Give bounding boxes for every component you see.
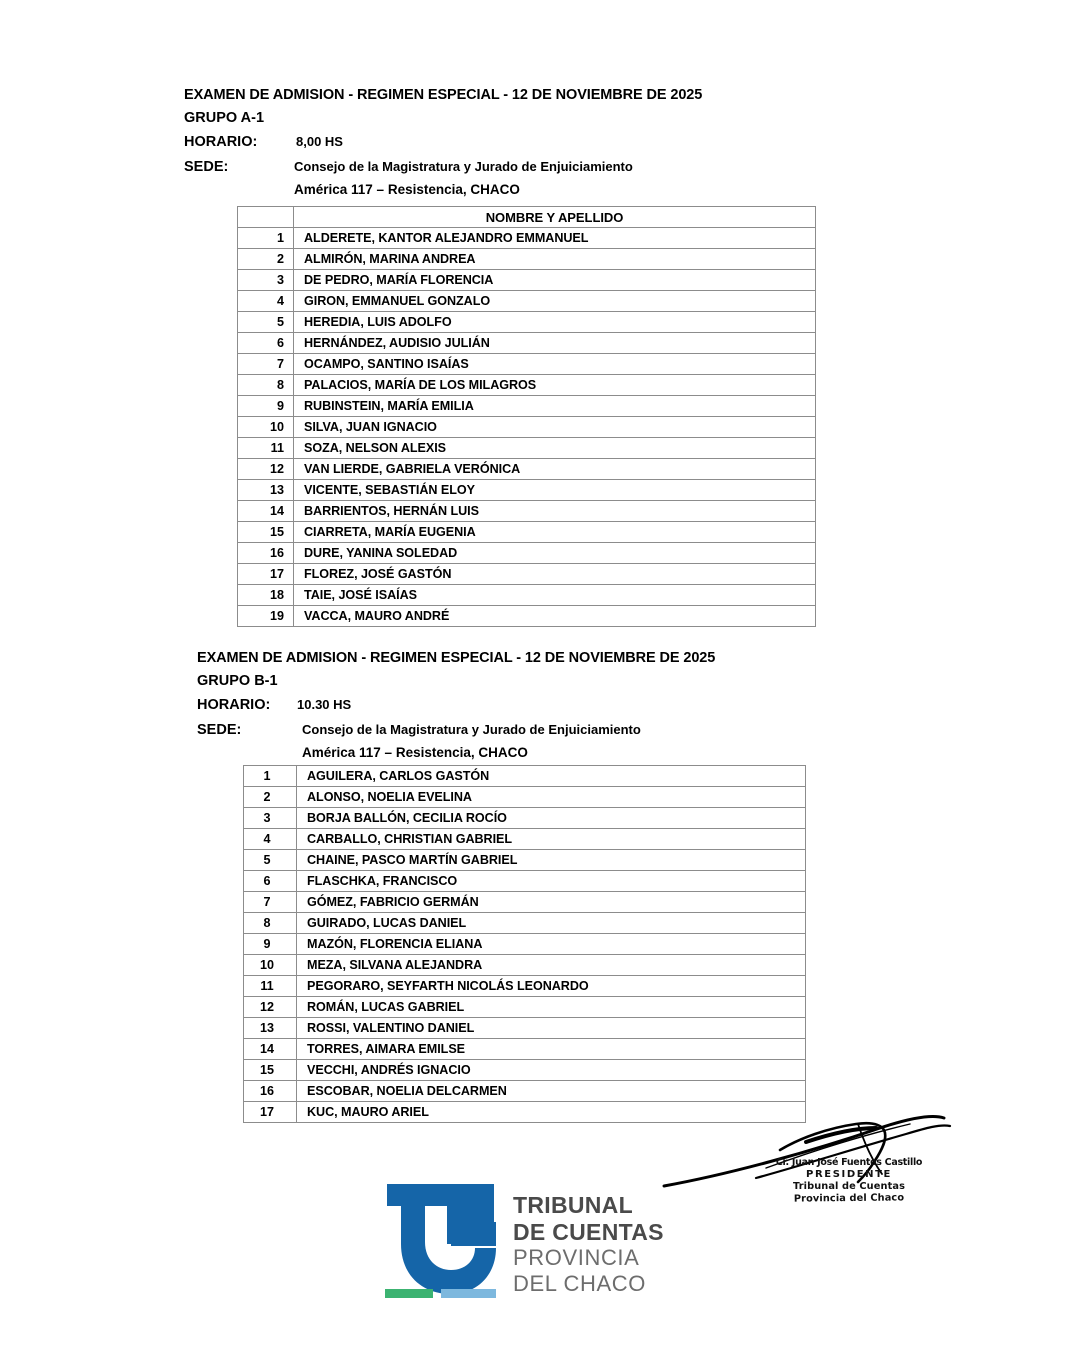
candidate-name: GÓMEZ, FABRICIO GERMÁN <box>297 892 806 913</box>
row-number: 6 <box>238 333 294 354</box>
column-header-number <box>238 207 294 228</box>
group-label: GRUPO B-1 <box>197 672 278 689</box>
roster-head <box>238 207 816 228</box>
official-stamp <box>764 1157 934 1204</box>
candidate-name: OCAMPO, SANTINO ISAÍAS <box>294 354 816 375</box>
table-row <box>238 606 816 627</box>
stamp-organization: Tribunal de Cuentas <box>792 1181 905 1192</box>
candidate-name: CHAINE, PASCO MARTÍN GABRIEL <box>297 850 806 871</box>
table-row <box>244 766 806 787</box>
candidate-name: ROSSI, VALENTINO DANIEL <box>297 1018 806 1039</box>
candidate-name: VACCA, MAURO ANDRÉ <box>294 606 816 627</box>
candidate-name: GIRON, EMMANUEL GONZALO <box>294 291 816 312</box>
table-row <box>244 997 806 1018</box>
signature-block <box>660 1112 960 1212</box>
table-row <box>238 270 816 291</box>
candidate-name: VAN LIERDE, GABRIELA VERÓNICA <box>294 459 816 480</box>
row-number: 8 <box>238 375 294 396</box>
table-row <box>238 354 816 375</box>
candidate-name: CIARRETA, MARÍA EUGENIA <box>294 522 816 543</box>
candidate-name: DE PEDRO, MARÍA FLORENCIA <box>294 270 816 291</box>
row-number: 13 <box>244 1018 297 1039</box>
candidate-name: FLASCHKA, FRANCISCO <box>297 871 806 892</box>
stamp-province: Provincia del Chaco <box>793 1192 905 1205</box>
roster-body-b1 <box>244 766 806 1123</box>
row-number: 1 <box>238 228 294 249</box>
row-number: 11 <box>238 438 294 459</box>
candidate-name: BARRIENTOS, HERNÁN LUIS <box>294 501 816 522</box>
table-row <box>238 480 816 501</box>
row-number: 10 <box>238 417 294 438</box>
table-row <box>238 249 816 270</box>
candidate-name: MAZÓN, FLORENCIA ELIANA <box>297 934 806 955</box>
candidate-name: ALONSO, NOELIA EVELINA <box>297 787 806 808</box>
horario-row <box>184 134 702 150</box>
table-row <box>238 543 816 564</box>
row-number: 2 <box>244 787 297 808</box>
row-number: 8 <box>244 913 297 934</box>
tribunal-logo <box>385 1182 664 1299</box>
candidate-name: FLOREZ, JOSÉ GASTÓN <box>294 564 816 585</box>
table-row <box>244 808 806 829</box>
sede-address: América 117 – Resistencia, CHACO <box>302 745 528 760</box>
candidate-name: MEZA, SILVANA ALEJANDRA <box>297 955 806 976</box>
table-row <box>244 871 806 892</box>
logo-line-3: PROVINCIA <box>513 1245 640 1271</box>
sede-row <box>184 159 702 175</box>
sede-row <box>197 722 715 738</box>
row-number: 11 <box>244 976 297 997</box>
table-row <box>244 913 806 934</box>
row-number: 2 <box>238 249 294 270</box>
table-row <box>244 892 806 913</box>
table-row <box>238 564 816 585</box>
horario-label: HORARIO: <box>197 697 271 713</box>
table-row <box>238 501 816 522</box>
sede-label: SEDE: <box>197 722 242 738</box>
logo-line-2: DE CUENTAS <box>513 1218 664 1245</box>
table-row <box>238 291 816 312</box>
row-number: 6 <box>244 871 297 892</box>
roster-table-group-a1 <box>237 206 816 627</box>
candidate-name: SILVA, JUAN IGNACIO <box>294 417 816 438</box>
candidate-name: TORRES, AIMARA EMILSE <box>297 1039 806 1060</box>
horario-row <box>197 697 715 713</box>
candidate-name: BORJA BALLÓN, CECILIA ROCÍO <box>297 808 806 829</box>
sede-value: Consejo de la Magistratura y Jurado de Enjuiciamiento <box>302 722 641 737</box>
candidate-name: AGUILERA, CARLOS GASTÓN <box>297 766 806 787</box>
candidate-name: HERNÁNDEZ, AUDISIO JULIÁN <box>294 333 816 354</box>
group-b1-heading <box>197 651 715 760</box>
horario-value: 10.30 HS <box>297 697 352 712</box>
logo-wordmark <box>513 1182 664 1296</box>
table-row <box>238 312 816 333</box>
candidate-name: PEGORARO, SEYFARTH NICOLÁS LEONARDO <box>297 976 806 997</box>
logo-line-4: DEL CHACO <box>513 1270 646 1296</box>
table-row <box>244 1018 806 1039</box>
row-number: 12 <box>244 997 297 1018</box>
candidate-name: ESCOBAR, NOELIA DELCARMEN <box>297 1081 806 1102</box>
table-row <box>244 1081 806 1102</box>
row-number: 9 <box>238 396 294 417</box>
sede-address: América 117 – Resistencia, CHACO <box>294 182 520 197</box>
logo-line-1: TRIBUNAL <box>513 1192 633 1218</box>
column-header-name: NOMBRE Y APELLIDO <box>294 207 816 228</box>
candidate-name: VICENTE, SEBASTIÁN ELOY <box>294 480 816 501</box>
row-number: 1 <box>244 766 297 787</box>
row-number: 4 <box>244 829 297 850</box>
candidate-name: SOZA, NELSON ALEXIS <box>294 438 816 459</box>
row-number: 4 <box>238 291 294 312</box>
sede-value: Consejo de la Magistratura y Jurado de Enjuiciamiento <box>294 159 633 174</box>
row-number: 12 <box>238 459 294 480</box>
candidate-name: ALMIRÓN, MARINA ANDREA <box>294 249 816 270</box>
group-a1-heading <box>184 88 702 197</box>
table-row <box>238 228 816 249</box>
stamp-name: Cr. Juan José Fuentes Castillo <box>775 1157 923 1168</box>
table-row <box>238 459 816 480</box>
table-row <box>238 438 816 459</box>
candidate-name: VECCHI, ANDRÉS IGNACIO <box>297 1060 806 1081</box>
roster-table-group-b1 <box>243 765 806 1123</box>
exam-title: EXAMEN DE ADMISION - REGIMEN ESPECIAL - 12 DE NOVIEMBRE DE 2025 <box>184 87 703 103</box>
table-row <box>238 522 816 543</box>
row-number: 17 <box>238 564 294 585</box>
candidate-name: PALACIOS, MARÍA DE LOS MILAGROS <box>294 375 816 396</box>
row-number: 9 <box>244 934 297 955</box>
stamp-role: PRESIDENTE <box>806 1169 892 1180</box>
candidate-name: KUC, MAURO ARIEL <box>297 1102 806 1123</box>
horario-value: 8,00 HS <box>296 134 343 149</box>
table-row <box>244 850 806 871</box>
tc-monogram-icon <box>385 1182 496 1299</box>
row-number: 16 <box>238 543 294 564</box>
table-row <box>244 976 806 997</box>
table-row <box>238 585 816 606</box>
candidate-name: DURE, YANINA SOLEDAD <box>294 543 816 564</box>
row-number: 5 <box>238 312 294 333</box>
candidate-name: TAIE, JOSÉ ISAÍAS <box>294 585 816 606</box>
row-number: 19 <box>238 606 294 627</box>
table-row <box>244 934 806 955</box>
exam-title: EXAMEN DE ADMISION - REGIMEN ESPECIAL - 12 DE NOVIEMBRE DE 2025 <box>197 650 716 666</box>
row-number: 15 <box>238 522 294 543</box>
candidate-name: GUIRADO, LUCAS DANIEL <box>297 913 806 934</box>
row-number: 14 <box>238 501 294 522</box>
horario-label: HORARIO: <box>184 134 258 150</box>
table-row <box>244 955 806 976</box>
row-number: 14 <box>244 1039 297 1060</box>
candidate-name: ROMÁN, LUCAS GABRIEL <box>297 997 806 1018</box>
row-number: 18 <box>238 585 294 606</box>
candidate-name: RUBINSTEIN, MARÍA EMILIA <box>294 396 816 417</box>
candidate-name: CARBALLO, CHRISTIAN GABRIEL <box>297 829 806 850</box>
row-number: 13 <box>238 480 294 501</box>
row-number: 5 <box>244 850 297 871</box>
table-row <box>238 396 816 417</box>
table-row <box>244 1060 806 1081</box>
roster-body-a1 <box>238 228 816 627</box>
table-row <box>238 375 816 396</box>
row-number: 17 <box>244 1102 297 1123</box>
row-number: 16 <box>244 1081 297 1102</box>
row-number: 3 <box>244 808 297 829</box>
row-number: 7 <box>238 354 294 375</box>
row-number: 7 <box>244 892 297 913</box>
table-row <box>244 829 806 850</box>
table-header-row <box>238 207 816 228</box>
group-label: GRUPO A-1 <box>184 109 265 126</box>
candidate-name: ALDERETE, KANTOR ALEJANDRO EMMANUEL <box>294 228 816 249</box>
sede-label: SEDE: <box>184 159 229 175</box>
row-number: 3 <box>238 270 294 291</box>
candidate-name: HEREDIA, LUIS ADOLFO <box>294 312 816 333</box>
row-number: 10 <box>244 955 297 976</box>
table-row <box>238 333 816 354</box>
table-row <box>244 1039 806 1060</box>
row-number: 15 <box>244 1060 297 1081</box>
table-row <box>238 417 816 438</box>
table-row <box>244 787 806 808</box>
